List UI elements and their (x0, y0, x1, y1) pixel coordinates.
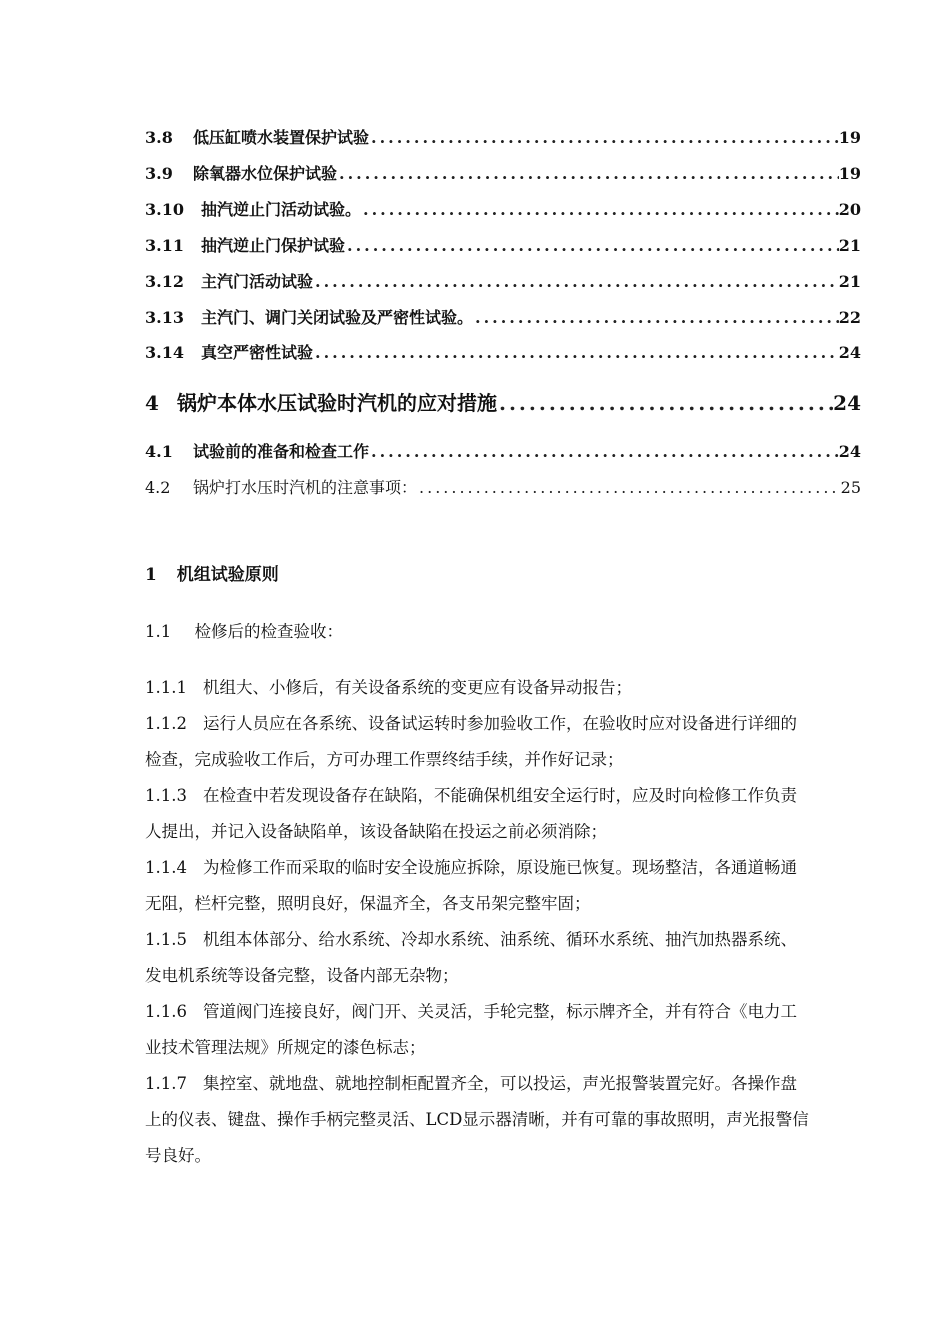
toc-entry-number: 3.8 (145, 128, 173, 147)
toc-entry[interactable] (145, 308, 861, 328)
toc-entry-title: 试验前的准备和检查工作 (193, 442, 370, 461)
subsection-title: 检修后的检查验收： (194, 622, 343, 641)
toc-entry[interactable] (145, 200, 861, 220)
list-item (145, 706, 810, 778)
toc-entry-number: 3.11 (145, 236, 184, 255)
item-text: 机组本体部分、给水系统、冷却水系统、油系统、循环水系统、抽汽加热器系统、发电机系统等设备完整，设备内部无杂物； (145, 930, 797, 985)
toc-entry[interactable] (145, 442, 861, 462)
toc-entry[interactable] (145, 478, 861, 498)
toc-entry-title: 锅炉打水压时汽机的注意事项： (193, 478, 418, 497)
toc-leader-dots (345, 236, 839, 256)
toc-entry-title: 主汽门、调门关闭试验及严密性试验。 (201, 308, 474, 327)
section-title: 机组试验原则 (176, 565, 279, 585)
toc-leader-dots (361, 200, 839, 220)
toc-entry-number: 3.12 (145, 272, 184, 291)
toc-entry-page: 24 (833, 391, 861, 415)
toc-entry-title: 抽汽逆止门活动试验。 (201, 200, 362, 219)
item-text: 机组大、小修后，有关设备系统的变更应有设备异动报告； (202, 678, 632, 697)
toc-entry-page: 24 (838, 343, 861, 362)
toc-entry-number: 3.9 (145, 164, 173, 183)
toc-entry-number: 4.2 (145, 478, 171, 497)
item-number: 1.1.1 (145, 678, 187, 697)
toc-entry-page: 22 (838, 308, 861, 327)
item-text: 为检修工作而采取的临时安全设施应拆除，原设施已恢复。现场整洁，各通道畅通无阻，栏杆完整，照明良好，保温齐全，各支吊架完整牢固； (145, 858, 797, 913)
list-item (145, 994, 810, 1066)
toc-leader-dots (369, 128, 839, 148)
item-number: 1.1.3 (145, 786, 187, 805)
toc-entry-number: 3.14 (145, 343, 184, 362)
toc-leader-dots (313, 272, 839, 292)
list-item (145, 1066, 810, 1174)
item-number: 1.1.5 (145, 930, 187, 949)
toc-leader-dots (337, 164, 839, 184)
toc-entry-title: 除氧器水位保护试验 (193, 164, 338, 183)
toc-entry-page: 19 (838, 128, 861, 147)
toc-entry-page: 19 (838, 164, 861, 183)
toc-leader-dots (369, 442, 839, 462)
toc-entry-page: 24 (838, 442, 861, 461)
toc-leader-dots (473, 308, 839, 328)
item-text: 运行人员应在各系统、设备试运转时参加验收工作，在验收时应对设备进行详细的检查，完成验收工作后，方可办理工作票终结手续，并作好记录； (145, 714, 797, 769)
toc-entry-title: 低压缸喷水装置保护试验 (193, 128, 370, 147)
list-item (145, 670, 810, 706)
item-number: 1.1.6 (145, 1002, 187, 1021)
toc-leader-dots (313, 343, 839, 363)
section-heading (145, 560, 279, 585)
toc-entry-chapter[interactable] (145, 391, 861, 415)
list-item (145, 850, 810, 922)
toc-entry-page: 20 (838, 200, 861, 219)
list-item (145, 778, 810, 850)
list-item (145, 922, 810, 994)
toc-entry[interactable] (145, 343, 861, 363)
subsection-number: 1.1 (145, 622, 172, 641)
toc-entry-number: 4.1 (145, 442, 173, 461)
item-text: 在检查中若发现设备存在缺陷，不能确保机组安全运行时，应及时向检修工作负责人提出，并记入设备缺陷单，该设备缺陷在投运之前必须消除； (145, 786, 797, 841)
toc-entry-title: 主汽门活动试验 (201, 272, 314, 291)
toc-entry-title: 真空严密性试验 (201, 343, 314, 362)
item-text: 集控室、就地盘、就地控制柜配置齐全，可以投运，声光报警装置完好。各操作盘上的仪表、键盘、操作手柄完整灵活、LCD显示器清晰，并有可靠的事故照明，声光报警信号良好。 (145, 1074, 809, 1165)
item-number: 1.1.7 (145, 1074, 187, 1093)
toc-entry-page: 21 (838, 236, 861, 255)
toc-entry-number: 3.10 (145, 200, 184, 219)
toc-entry[interactable] (145, 164, 861, 184)
item-text: 管道阀门连接良好，阀门开、关灵活，手轮完整，标示牌齐全，并有符合《电力工业技术管理法规》所规定的漆色标志； (145, 1002, 797, 1057)
item-number: 1.1.4 (145, 858, 187, 877)
toc-entry-number: 3.13 (145, 308, 184, 327)
subsection-heading (145, 618, 343, 642)
toc-leader-dots (497, 391, 833, 415)
toc-entry-title: 锅炉本体水压试验时汽机的应对措施 (177, 391, 497, 415)
section-number: 1 (145, 565, 157, 585)
toc-entry-page: 25 (840, 478, 861, 497)
toc-entry-page: 21 (838, 272, 861, 291)
toc-entry[interactable] (145, 236, 861, 256)
item-number: 1.1.2 (145, 714, 187, 733)
toc-entry-title: 抽汽逆止门保护试验 (201, 236, 346, 255)
toc-entry[interactable] (145, 128, 861, 148)
toc-entry[interactable] (145, 272, 861, 292)
toc-entry-number: 4 (145, 391, 159, 415)
toc-leader-dots (417, 478, 841, 498)
